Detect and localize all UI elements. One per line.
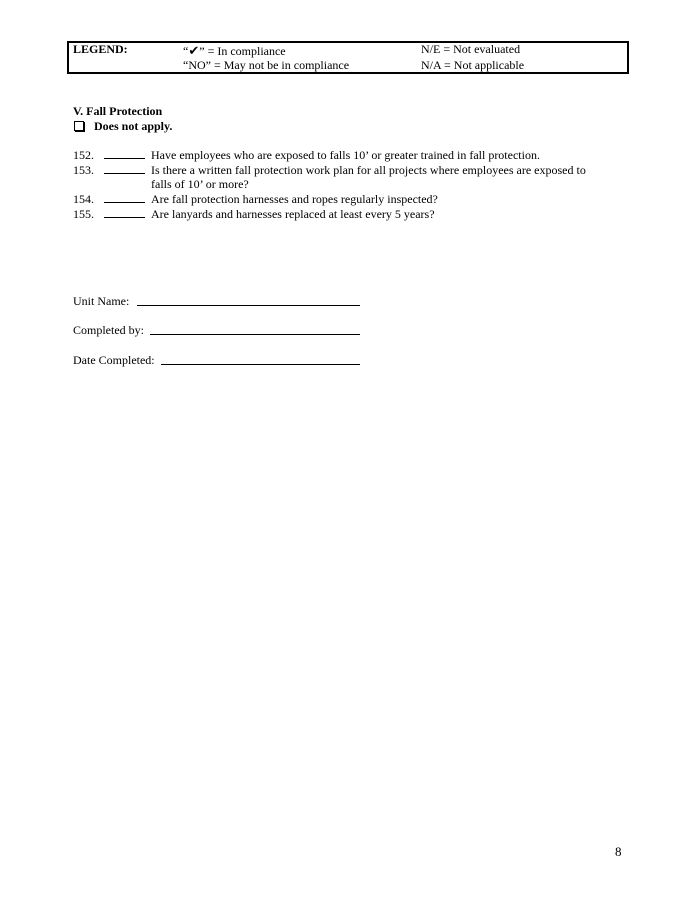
legend-check [183,44,286,59]
legend-no: “NO” = May not be in compliance [183,58,350,72]
does-not-apply-option[interactable] [74,119,172,133]
item-text-cont: falls of 10’ or more? [151,177,249,191]
legend-title: LEGEND: [73,42,128,56]
answer-blank[interactable] [104,192,145,203]
item-text: Are fall protection harnesses and ropes regularly inspected? [151,192,438,206]
quote-close: ” [199,44,205,58]
date-completed-label: Date Completed: [73,353,155,367]
legend-check-label: = In compliance [207,44,286,58]
unit-name-field [73,294,129,308]
answer-blank[interactable] [104,148,145,159]
checkmark-icon: ✔ [188,44,200,59]
unit-name-label: Unit Name: [73,294,130,308]
completed-by-label: Completed by: [73,323,144,337]
page-number: 8 [615,844,622,859]
item-number: 152. [73,148,94,162]
date-completed-input[interactable] [161,353,360,365]
answer-blank[interactable] [104,163,145,174]
completed-by-input[interactable] [150,323,360,335]
item-number: 154. [73,192,94,206]
question-item [73,148,94,162]
section-title: V. Fall Protection [73,104,163,118]
item-text: Are lanyards and harnesses replaced at least every 5 years? [151,207,435,221]
item-text: Is there a written fall protection work plan for all projects where employees are exposed to [151,163,586,177]
legend-ne: N/E = Not evaluated [421,42,521,56]
legend-na: N/A = Not applicable [421,58,525,72]
item-text: Have employees who are exposed to falls 10’ or greater trained in fall protection. [151,148,540,162]
checkbox-icon[interactable] [74,121,84,131]
answer-blank[interactable] [104,207,145,218]
quote-open: “ [183,44,189,58]
item-number: 155. [73,207,94,221]
unit-name-input[interactable] [137,294,360,306]
item-number: 153. [73,163,94,177]
does-not-apply-label: Does not apply. [94,119,173,133]
